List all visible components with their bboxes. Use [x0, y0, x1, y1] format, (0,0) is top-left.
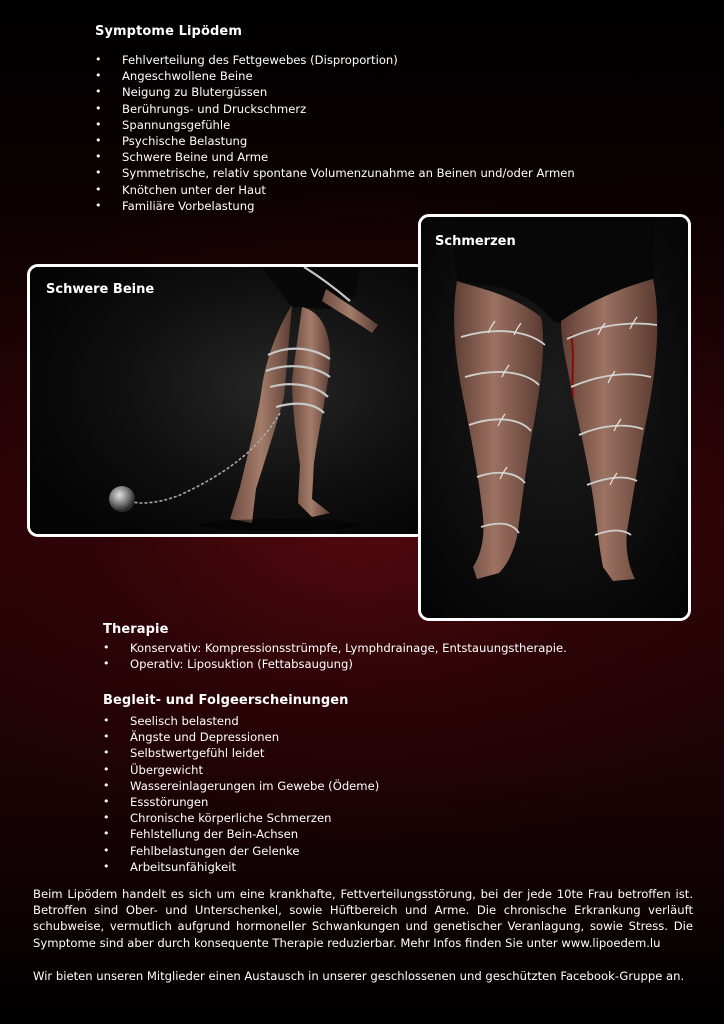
effects-heading: Begleit- und Folgeerscheinungen — [103, 693, 349, 708]
list-item: • Seelisch belastend — [103, 713, 379, 729]
symptoms-heading: Symptome Lipödem — [95, 24, 242, 39]
list-item: • Symmetrische, relativ spontane Volumenzunahme an Beinen und/oder Armen — [95, 165, 575, 181]
list-item: • Fehlbelastungen der Gelenke — [103, 843, 379, 859]
pain-illustration — [421, 217, 688, 618]
heavy-legs-label: Schwere Beine — [46, 282, 155, 297]
pain-label: Schmerzen — [435, 234, 516, 249]
list-item: • Essstörungen — [103, 794, 379, 810]
list-item: • Wassereinlagerungen im Gewebe (Ödeme) — [103, 778, 379, 794]
therapy-heading: Therapie — [103, 622, 169, 637]
description-paragraph: Beim Lipödem handelt es sich um eine krankhafte, Fettverteilungsstörung, bei der jede 10te Frau betroffen ist. Betroffen sind Ober- und Unterschenkel, sowie Hüftbereich und Arme. Die chronische Erkrankung verläuft schubweise, vermutlich aufgrund hormoneller Schwankungen und genetischer Veranlagung, sowie Stress. Die Symptome sind aber durch konsequente Therapie reduzierbar. Mehr Infos finden Sie unter www.lipoedem.lu — [33, 887, 693, 950]
facebook-paragraph: Wir bieten unseren Mitglieder einen Austausch in unserer geschlossenen und geschützten Facebook-Gruppe an. — [33, 969, 685, 983]
list-item: • Arbeitsunfähigkeit — [103, 859, 379, 875]
symptoms-list — [95, 52, 575, 214]
list-item: • Fehlstellung der Bein-Achsen — [103, 826, 379, 842]
list-item: • Operativ: Liposuktion (Fettabsaugung) — [103, 656, 567, 672]
list-item: • Angeschwollene Beine — [95, 68, 575, 84]
therapy-list — [103, 640, 567, 672]
list-item: • Ängste und Depressionen — [103, 729, 379, 745]
list-item: • Chronische körperliche Schmerzen — [103, 810, 379, 826]
list-item: • Knötchen unter der Haut — [95, 182, 575, 198]
list-item: • Übergewicht — [103, 762, 379, 778]
list-item: • Familiäre Vorbelastung — [95, 198, 575, 214]
list-item: • Psychische Belastung — [95, 133, 575, 149]
list-item: • Selbstwertgefühl leidet — [103, 745, 379, 761]
list-item: • Neigung zu Blutergüssen — [95, 84, 575, 100]
list-item: • Konservativ: Kompressionsstrümpfe, Lymphdrainage, Entstauungstherapie. — [103, 640, 567, 656]
heavy-legs-illustration — [30, 267, 424, 534]
heavy-legs-photo — [27, 264, 427, 537]
list-item: • Spannungsgefühle — [95, 117, 575, 133]
list-item: • Schwere Beine und Arme — [95, 149, 575, 165]
list-item: • Berührungs- und Druckschmerz — [95, 101, 575, 117]
list-item: • Fehlverteilung des Fettgewebes (Disproportion) — [95, 52, 575, 68]
pain-photo — [418, 214, 691, 621]
effects-list — [103, 713, 379, 875]
